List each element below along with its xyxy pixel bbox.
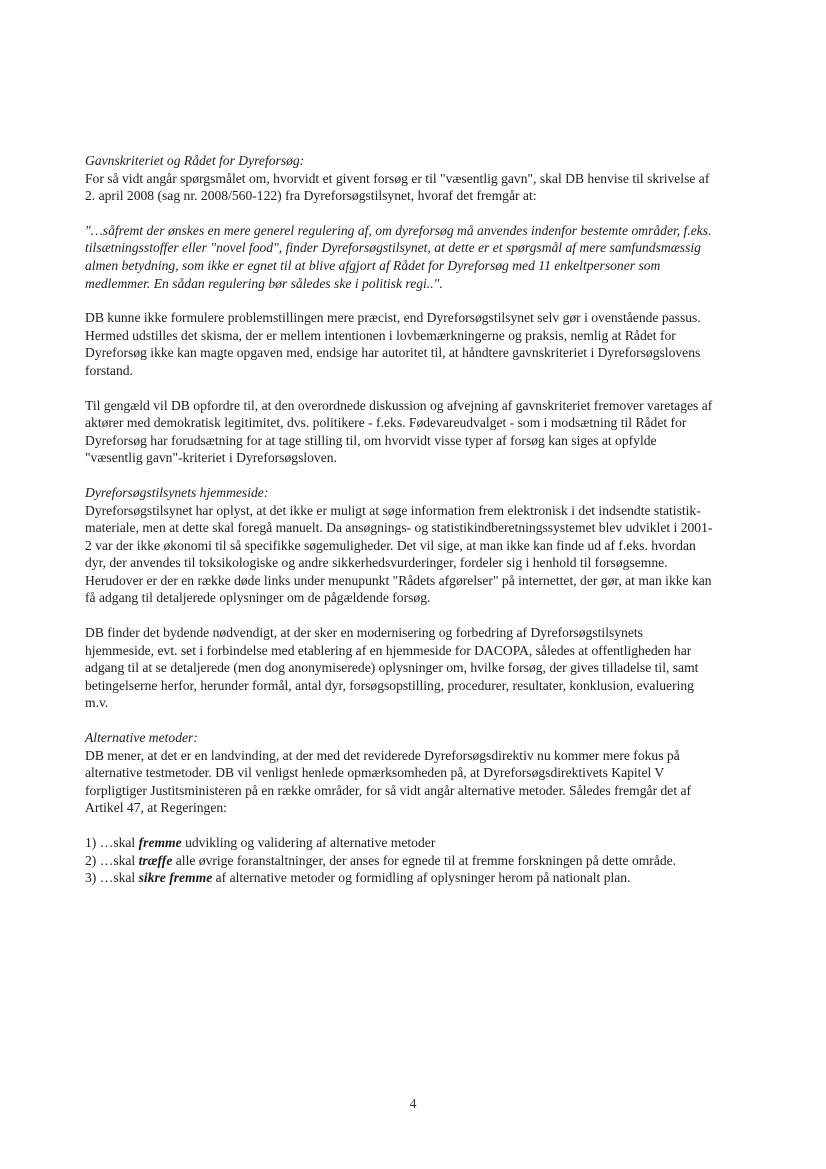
section-heading-hjemmeside: Dyreforsøgstilsynets hjemmeside: xyxy=(85,484,269,500)
list-item-text: udvikling og validering af alternative metoder xyxy=(181,835,436,850)
page-number: 4 xyxy=(409,1097,417,1112)
paragraph: Dyreforsøgstilsynet har oplyst, at det ikke er muligt at søge information frem elektronisk i det indsendte statistik-materiale, men at dette skal foregå manuelt. Da ansøgnings- og statistikindberetningssystemet blev udviklet i 2001-2 var der ikke økonomi til så specifikke søgemuligheder. Det vil sige, at man ikke kan finde ud af f.eks. hvordan dyr, der anvendes til toksikologiske og andre sikkerhedsvurderinger, fordeler sig i henhold til forsøgsemne. Herudover er der en række døde links under menupunkt "Rådets afgørelser" på internettet, der gør, at man ikke kan få adgang til detaljerede oplysninger om de pågældende forsøg. xyxy=(85,502,713,606)
list-item xyxy=(85,869,713,887)
list-item-emphasis: fremme xyxy=(138,835,182,850)
paragraph: DB mener, at det er en landvinding, at der med det reviderede Dyreforsøgsdirektiv nu kommer mere fokus på alternative testmetoder. DB vil venligst henlede opmærksomheden på, at Dyreforsøgsdirektivets Kapitel V forpligtiger Justitsministeren på en række områder, for så vidt angår alternative metoder. Således fremgår det af Artikel 47, at Regeringen: xyxy=(85,747,692,816)
list-item xyxy=(85,834,713,852)
list-item xyxy=(85,852,713,870)
list-item-emphasis: træffe xyxy=(138,852,173,868)
paragraph: DB finder det bydende nødvendigt, at der sker en modernisering og forbedring af Dyreforsøgstilsynets hjemmeside, evt. set i forbindelse med etablering af en hjemmeside for DACOPA, således at offentligheden har adgang til at se detaljerede (men dog anonymiserede) oplysninger om, hvilke forsøg, der gives tilladelse til, samt betingelserne herfor, herunder formål, antal dyr, forsøgsopstilling, procedurer, resultater, konklusion, evaluering m.v. xyxy=(85,625,699,711)
paragraph-intro: For så vidt angår spørgsmålet om, hvorvidt et givent forsøg er til "væsentlig gavn", skal DB henvise til skrivelse af 2. april 2008 (sag nr. 2008/560-122) fra Dyreforsøgstilsynet, hvoraf det fremgår at: xyxy=(85,170,710,204)
list-item-prefix: 3) …skal xyxy=(85,870,139,886)
quote-block: "…såfremt der ønskes en mere generel regulering af, om dyreforsøg må anvendes indenfor bestemte områder, f.eks. tilsætningsstoffer eller "novel food", finder Dyreforsøgstilsynet, at dette er et spørgsmål af mere samfundsmæssig almen betydning, som ikke er egnet til at blive afgjort af Rådet for Dyreforsøg med 11 enkeltpersoner som medlemmer. En sådan regulering bør således ske i politisk regi..". xyxy=(85,222,712,291)
section-heading-alternative-metoder: Alternative metoder: xyxy=(85,730,198,746)
list-item-prefix: 2) …skal xyxy=(85,852,139,868)
paragraph: Til gengæld vil DB opfordre til, at den overordnede diskussion og afvejning af gavnskriteriet fremover varetages af aktører med demokratisk legitimitet, dvs. politikere - f.eks. Fødevareudvalget - som i modsætning til Rådet for Dyreforsøg har forudsætning for at tage stilling til, om hvorvidt visse typer af forsøg kan siges at opfylde "væsentlig gavn"-kriteriet i Dyreforsøgsloven. xyxy=(85,397,713,466)
numbered-list xyxy=(85,834,713,887)
section-heading-gavnskriteriet: Gavnskriteriet og Rådet for Dyreforsøg: xyxy=(85,153,305,168)
list-item-prefix: 1) …skal xyxy=(85,835,139,850)
paragraph: DB kunne ikke formulere problemstillingen mere præcist, end Dyreforsøgstilsynet selv gør i ovenstående passus. Hermed udstilles det skisma, der er mellem intentionen i lovbemærkningerne og praksis, nemlig at Rådet for Dyreforsøg ikke kan magte opgaven med, endsige har autoritet til, at håndtere gavnskriteriet i Dyreforsøgslovens forstand. xyxy=(85,310,701,378)
document-page xyxy=(85,152,713,887)
list-item-text: af alternative metoder og formidling af oplysninger herom på nationalt plan. xyxy=(212,870,631,886)
list-item-emphasis: sikre fremme xyxy=(138,870,213,886)
list-item-text: alle øvrige foranstaltninger, der anses for egnede til at fremme forskningen på dette område. xyxy=(172,852,677,868)
